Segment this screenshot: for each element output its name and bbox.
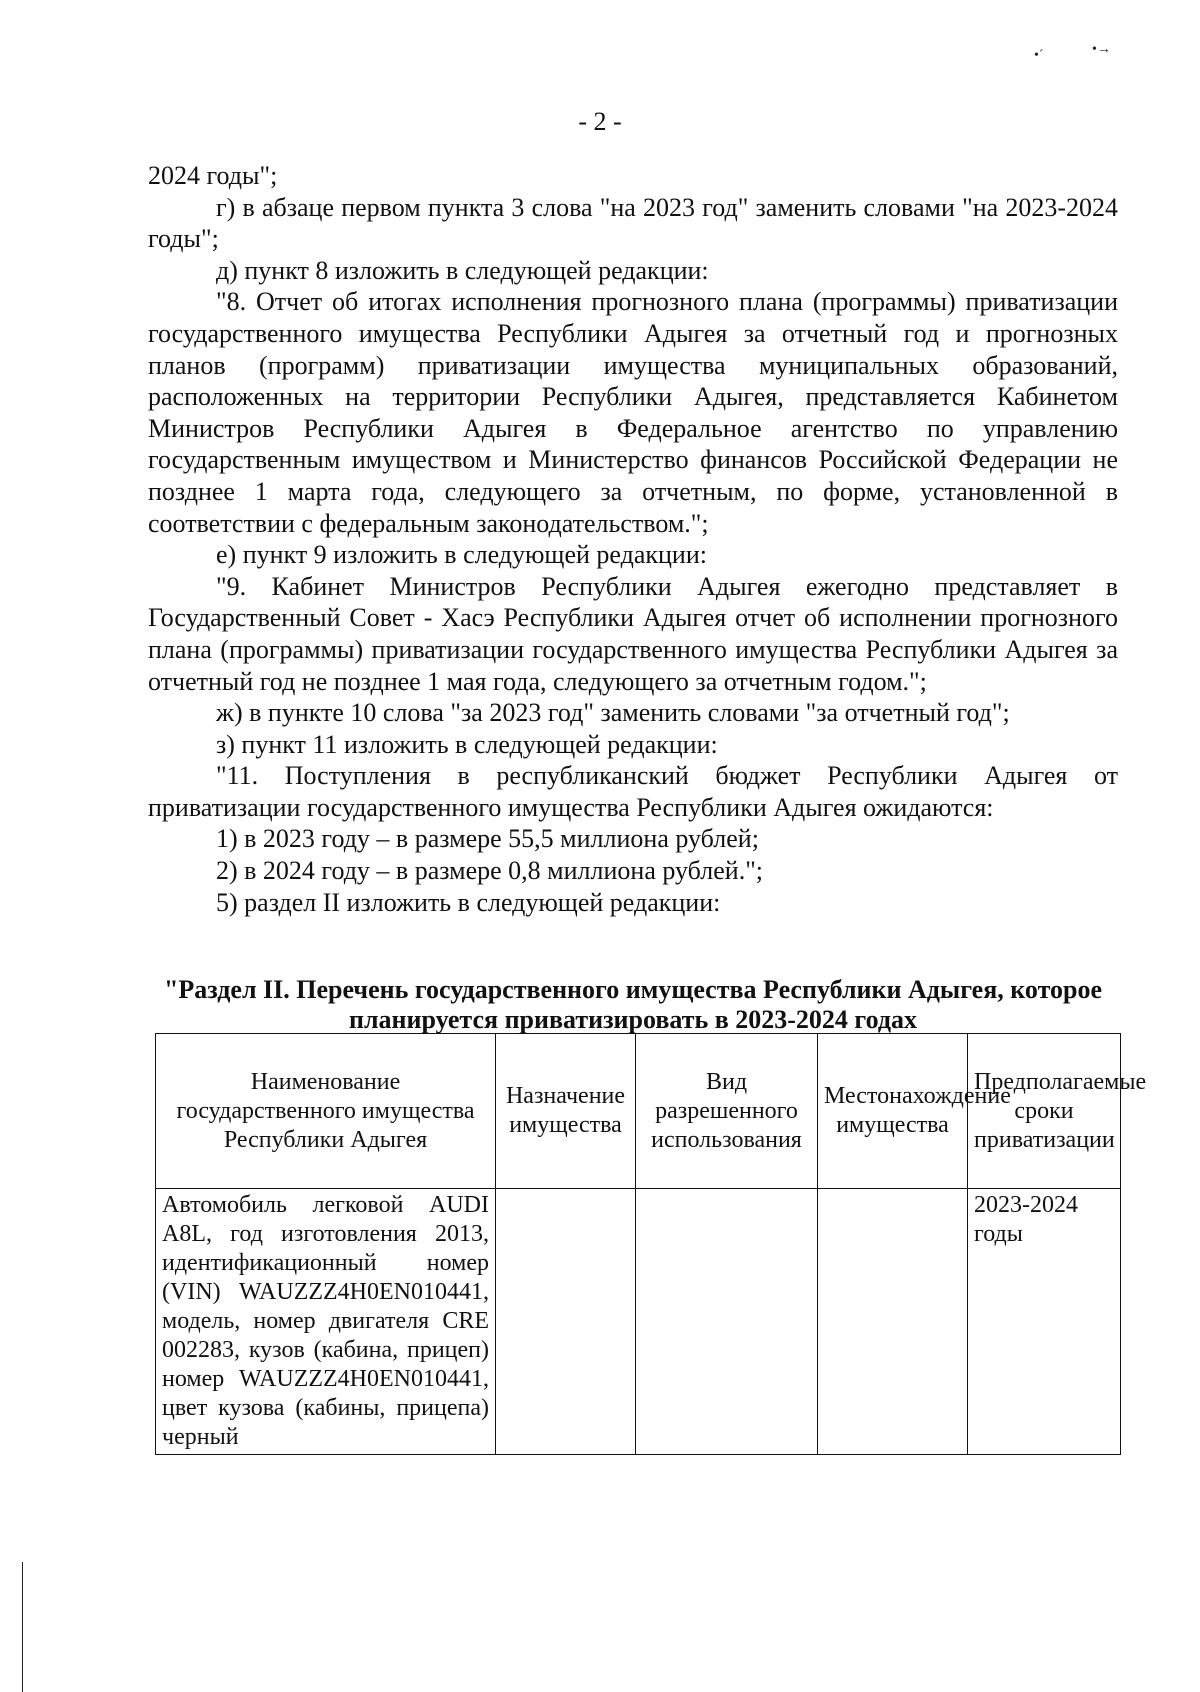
paragraph: "11. Поступления в республиканский бюджет Республики Адыгея от приватизации государственного имущества Республики Адыгея ожидаются: <box>148 761 1118 822</box>
body-text <box>148 160 1118 918</box>
table-cell: Автомобиль легковой AUDI A8L, год изготовления 2013, идентификационный номер (VIN) WAUZZZ4H0EN010441, модель, номер двигателя CRE 002283, кузов (кабина, прицеп) номер WAUZZZ4H0EN010441, цвет кузова (кабины, прицепа) черный <box>156 1189 496 1455</box>
paragraph: 1) в 2023 году – в размере 55,5 миллиона рублей; <box>216 824 759 854</box>
table-header: Наименование государственного имущества Республики Адыгея <box>156 1034 496 1189</box>
table-header: Предполагаемые сроки приватизации <box>968 1034 1121 1189</box>
paragraph: "8. Отчет об итогах исполнения прогнозного плана (программы) приватизации государственного имущества Республики Адыгея за отчетный год и прогнозных планов (программ) приватизации имущества муниципальных образований, расположенных на территории Республики Адыгея, представляется Кабинетом Министров Республики Адыгея в Федеральное агентство по управлению государственным имуществом и Министерство финансов Российской Федерации не позднее 1 марта года, следующего за отчетным, по форме, установленной в соответствии с федеральным законодательством."; <box>148 287 1118 538</box>
paragraph: 2024 годы"; <box>148 161 278 190</box>
paragraph: д) пункт 8 изложить в следующей редакции: <box>216 255 709 285</box>
paragraph: "9. Кабинет Министров Республики Адыгея ежегодно представляет в Государственный Совет - Хасэ Республики Адыгея отчет об исполнении прогнозного плана (программы) приватизации государственного имущества Республики Адыгея за отчетный год не позднее 1 мая года, следующего за отчетным годом."; <box>148 571 1118 696</box>
corner-mark: •→ <box>1092 42 1111 57</box>
paragraph: 2) в 2024 году – в размере 0,8 миллиона рублей."; <box>216 856 764 886</box>
page-number: - 2 - <box>578 107 622 136</box>
corner-mark: •ˊ <box>1034 48 1044 63</box>
table-cell: 2023-2024 годы <box>968 1189 1121 1455</box>
paragraph: ж) в пункте 10 слова "за 2023 год" заменить словами "за отчетный год"; <box>216 698 1010 728</box>
paragraph: е) пункт 9 изложить в следующей редакции: <box>216 540 707 570</box>
table-cell <box>636 1189 818 1455</box>
paragraph: г) в абзаце первом пункта 3 слова "на 2023 год" заменить словами "на 2023-2024 годы"; <box>148 192 1118 254</box>
table-header: Вид разрешенного использования <box>636 1034 818 1189</box>
paragraph: з) пункт 11 изложить в следующей редакции: <box>216 729 718 759</box>
section-title: "Раздел II. Перечень государственного имущества Республики Адыгея, которое планируется приватизировать в 2023-2024 годах <box>163 975 1103 1034</box>
table-cell <box>496 1189 636 1455</box>
table-header: Местонахождение имущества <box>818 1034 968 1189</box>
table-header-row <box>156 1034 1121 1189</box>
property-table <box>155 1033 1147 1455</box>
scan-margin-line <box>22 1562 23 1692</box>
table-row <box>156 1189 1121 1455</box>
table-header: Назначение имущества <box>496 1034 636 1189</box>
table-cell <box>818 1189 968 1455</box>
paragraph: 5) раздел II изложить в следующей редакции: <box>216 887 721 917</box>
